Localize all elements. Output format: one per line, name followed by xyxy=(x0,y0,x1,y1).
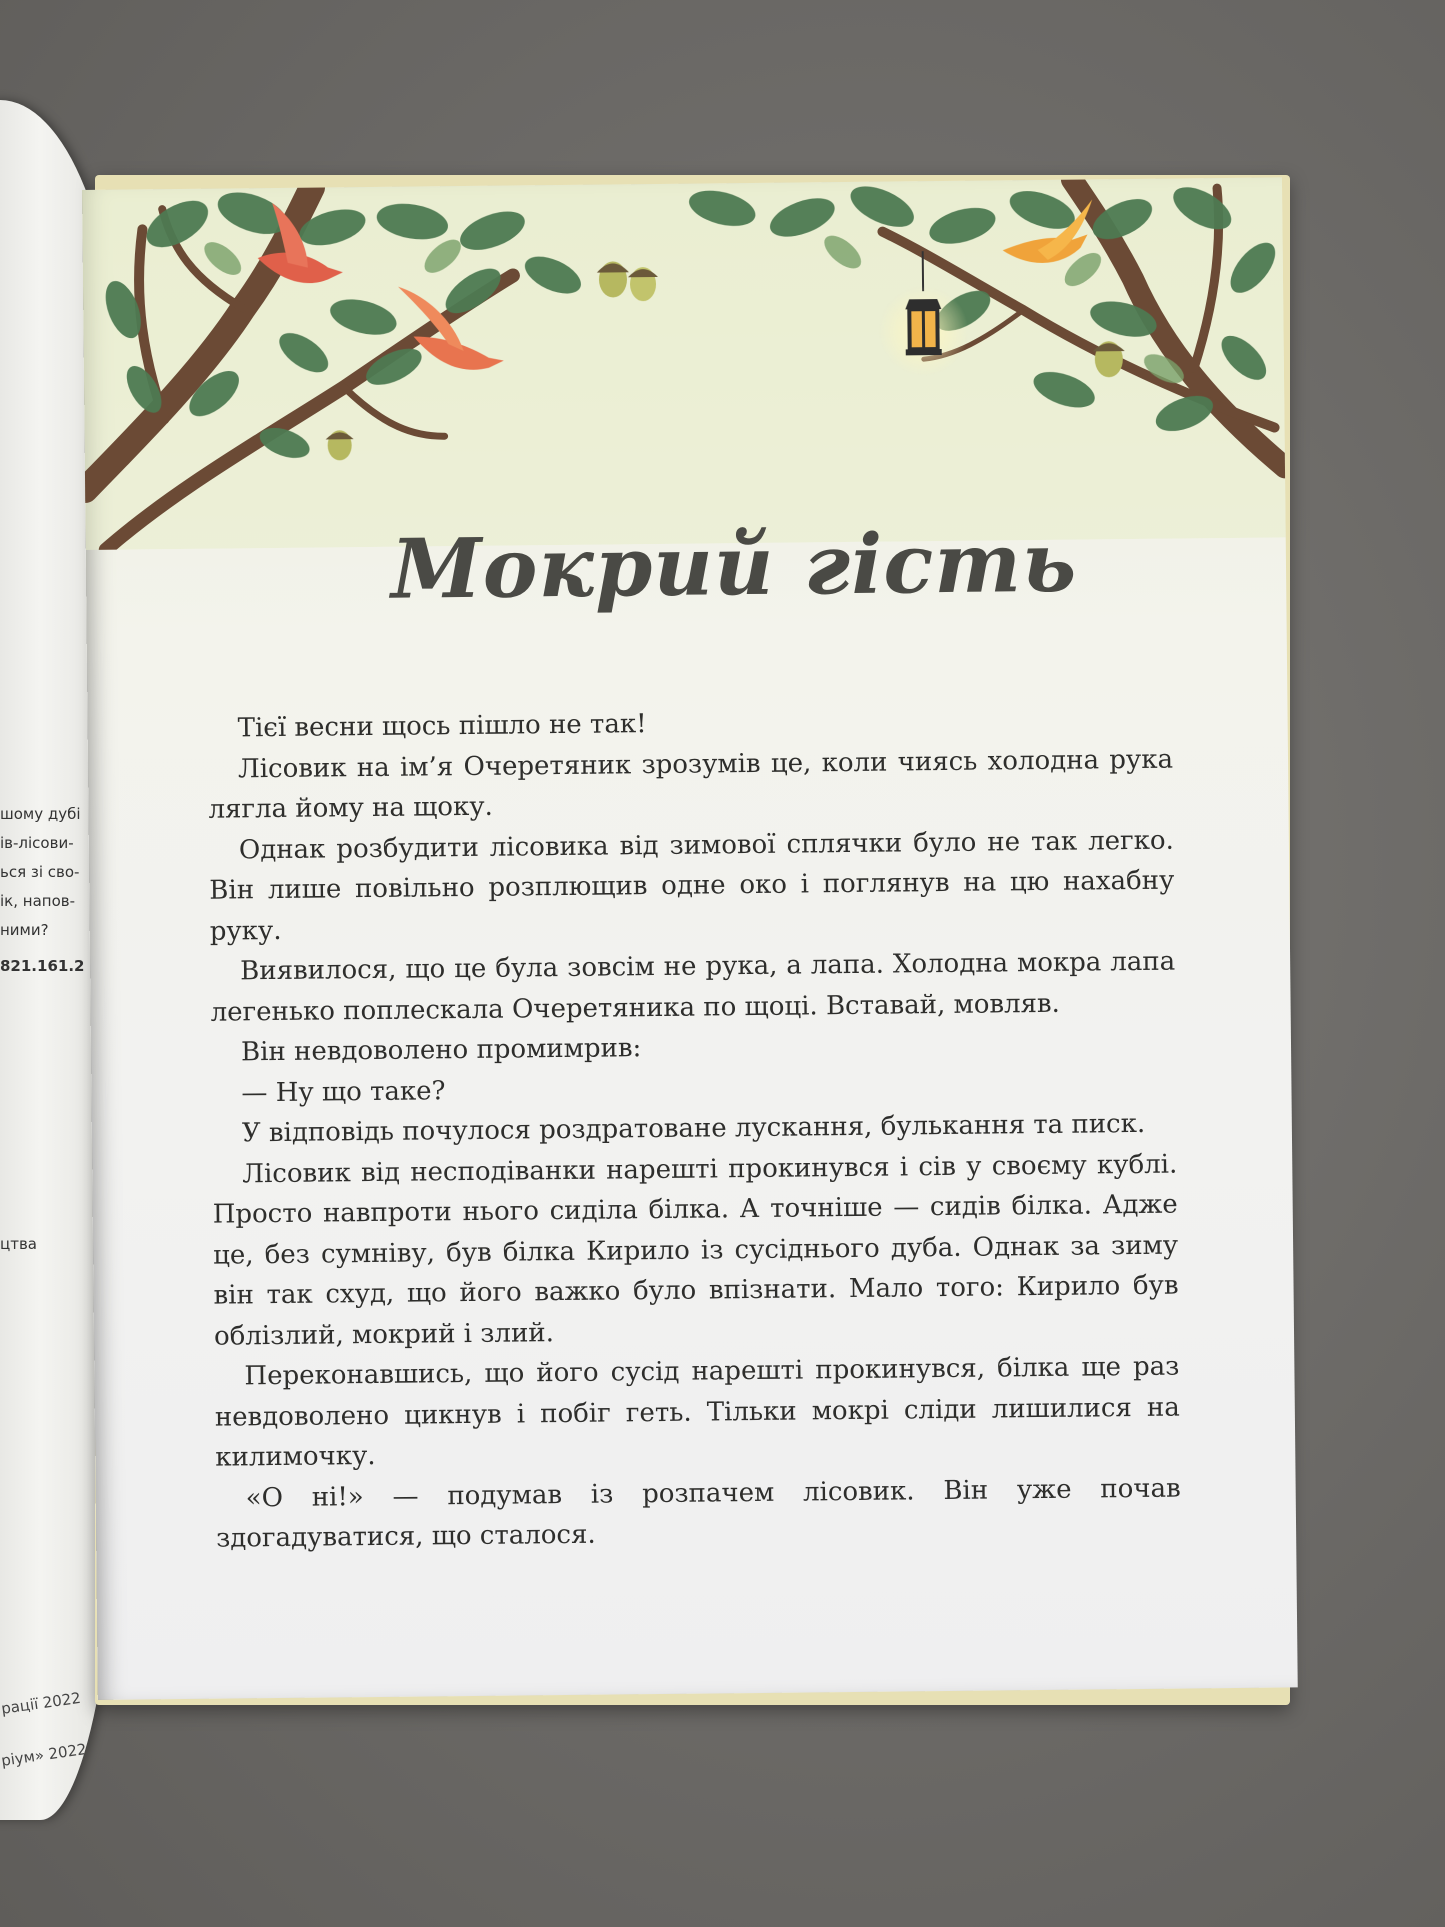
page-title: Мокрий гість xyxy=(390,514,1078,618)
paragraph: Переконавшись, що його сусід нарешті прокинувся, білка ще раз невдоволено цикнув і побіг геть. Тільки мокрі сліди лишилися на килимочку. xyxy=(214,1351,1180,1473)
paragraph: Тієї весни щось пішло не так! xyxy=(237,709,647,744)
book-page xyxy=(82,177,1298,1699)
story-text xyxy=(207,699,1181,1560)
left-page-isbn: 821.161.2 xyxy=(0,957,85,975)
left-page-rotated-line: рації 2022 xyxy=(0,1688,82,1718)
left-page-rotated-line: ріум» 2022 xyxy=(0,1740,88,1770)
left-page-line: шому дубі xyxy=(0,805,81,823)
left-page-line: ними? xyxy=(0,921,49,939)
oak-branches-illustration xyxy=(82,177,1286,550)
left-page-line: ів-лісови- xyxy=(0,834,74,852)
paragraph: Лісовик на ім’я Очеретяник зрозумів це, коли чиясь холодна рука лягла йому на щоку. xyxy=(208,744,1174,825)
paragraph: Він невдоволено промимрив: xyxy=(240,1033,642,1068)
paragraph: У відповідь почулося роздратоване лускання, булькання та писк. xyxy=(241,1108,1146,1149)
paragraph: — Ну що таке? xyxy=(241,1075,446,1108)
left-page-line: ься зі сво- xyxy=(0,863,80,881)
paragraph: «О ні!» — подумав із розпачем лісовик. Він уже почав здогадуватися, що сталося. xyxy=(215,1473,1181,1554)
left-page-line: ік, напов- xyxy=(0,892,75,910)
paragraph: Лісовик від несподіванки нарешті прокинувся і сів у своєму кублі. Просто навпроти нього сиділа білка. А точніше — сидів білка. Адже це, без сумніву, був білка Кирило із сусіднього дуба. Однак за зиму він так схуд, що його важко було впізнати. Мало того: Кирило був облізлий, мокрий і злий. xyxy=(212,1149,1179,1352)
paragraph: Виявилося, що це була зовсім не рука, а лапа. Холодна мокра лапа легенько поплескала Очеретяника по щоці. Вставай, мовляв. xyxy=(210,946,1176,1028)
left-page-fragment: цтва xyxy=(0,1235,37,1253)
paragraph: Однак розбудити лісовика від зимової сплячки було не так легко. Він лише повільно розплющив одне око і поглянув на цю нахабну руку. xyxy=(209,825,1175,947)
